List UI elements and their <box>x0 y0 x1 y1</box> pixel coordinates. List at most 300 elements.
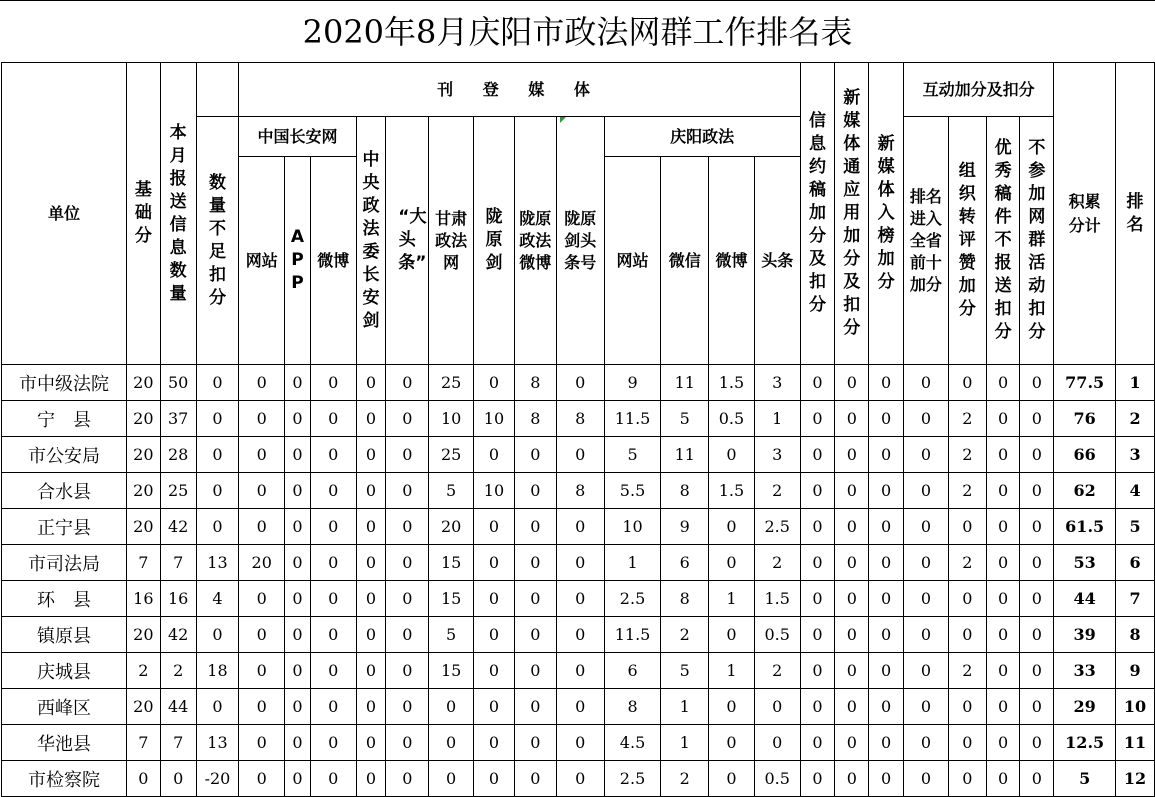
table-cell: 4.5 <box>604 725 661 761</box>
header-qy-wechat: 微信 <box>661 157 709 365</box>
table-cell: 10 <box>604 509 661 545</box>
table-cell: 0 <box>514 725 556 761</box>
header-changan-site: 网站 <box>239 157 285 365</box>
table-cell: 0 <box>285 617 311 653</box>
table-cell: 6 <box>661 545 709 581</box>
row-rank: 11 <box>1116 725 1155 761</box>
table-cell: 0 <box>835 653 869 689</box>
table-cell: 0 <box>386 509 429 545</box>
table-cell: 0 <box>986 653 1020 689</box>
header-blank <box>196 63 239 117</box>
table-row <box>2 365 1155 401</box>
table-cell: 0 <box>474 689 515 725</box>
row-total: 44 <box>1054 581 1116 617</box>
table-cell: 13 <box>196 545 239 581</box>
table-cell: 42 <box>160 617 196 653</box>
row-rank: 8 <box>1116 617 1155 653</box>
table-cell: 0 <box>869 509 904 545</box>
table-cell: 0 <box>356 689 386 725</box>
table-cell: 11 <box>661 365 709 401</box>
table-cell: 0 <box>754 689 800 725</box>
table-cell: 0 <box>239 653 285 689</box>
table-cell: 0 <box>386 617 429 653</box>
table-cell: 2.5 <box>604 581 661 617</box>
table-cell: 0 <box>1020 617 1054 653</box>
table-cell: 20 <box>126 365 160 401</box>
table-cell: 0 <box>869 545 904 581</box>
table-cell: 2 <box>754 545 800 581</box>
table-cell: 0 <box>948 689 986 725</box>
row-rank: 9 <box>1116 653 1155 689</box>
table-cell: 2 <box>948 437 986 473</box>
table-cell: 0 <box>986 473 1020 509</box>
table-cell: 0 <box>835 473 869 509</box>
table-cell: 1 <box>709 581 755 617</box>
table-cell: 0 <box>196 617 239 653</box>
table-cell: 0 <box>556 653 604 689</box>
header-changan-weibo: 微博 <box>310 157 356 365</box>
header-lyj: 陇原剑 <box>474 117 515 365</box>
table-cell: 20 <box>126 689 160 725</box>
row-unit: 正宁县 <box>2 509 127 545</box>
table-cell: 0 <box>903 689 948 725</box>
table-cell: 0 <box>160 761 196 797</box>
table-cell: 0 <box>903 617 948 653</box>
table-cell: 25 <box>429 437 474 473</box>
row-total: 66 <box>1054 437 1116 473</box>
header-xmtrb: 新媒体入榜加分 <box>869 63 904 365</box>
header-xxyg: 信息约稿加分及扣分 <box>800 63 835 365</box>
table-cell: 0 <box>986 509 1020 545</box>
table-cell: 0 <box>239 689 285 725</box>
table-cell: 0 <box>310 365 356 401</box>
table-cell: 0 <box>986 761 1020 797</box>
table-cell: 4 <box>196 581 239 617</box>
table-cell: 0 <box>986 401 1020 437</box>
table-cell: 0 <box>310 617 356 653</box>
table-cell: 0 <box>1020 725 1054 761</box>
table-cell: 0 <box>514 473 556 509</box>
table-cell: 0 <box>903 437 948 473</box>
table-cell: 0 <box>310 689 356 725</box>
header-qy-site: 网站 <box>604 157 661 365</box>
row-total: 12.5 <box>1054 725 1116 761</box>
table-cell: 0 <box>474 581 515 617</box>
table-cell: 15 <box>429 545 474 581</box>
table-cell: 0 <box>386 545 429 581</box>
table-cell: 0 <box>948 761 986 797</box>
row-total: 62 <box>1054 473 1116 509</box>
header-bcj: 不参加网群活动扣分 <box>1020 117 1054 365</box>
header-qyzf: 庆阳政法 <box>604 117 800 157</box>
header-qy-weibo: 微博 <box>709 157 755 365</box>
table-cell: 25 <box>429 365 474 401</box>
table-cell: 0 <box>903 473 948 509</box>
table-cell: 0 <box>474 437 515 473</box>
table-cell: 0 <box>835 365 869 401</box>
table-cell: 0 <box>239 401 285 437</box>
table-cell: 0 <box>986 581 1020 617</box>
table-cell: 9 <box>604 365 661 401</box>
table-cell: 0 <box>310 437 356 473</box>
table-cell: 0 <box>903 545 948 581</box>
header-lyjtt: 陇原剑头条号 <box>556 117 604 365</box>
table-cell: 42 <box>160 509 196 545</box>
table-cell: 0 <box>285 365 311 401</box>
table-cell: 1 <box>754 401 800 437</box>
table-cell: 0 <box>429 689 474 725</box>
table-cell: 0 <box>903 581 948 617</box>
table-cell: 0 <box>869 365 904 401</box>
row-total: 53 <box>1054 545 1116 581</box>
table-cell: 0 <box>285 689 311 725</box>
table-cell: 0 <box>356 401 386 437</box>
table-cell: 0 <box>310 473 356 509</box>
table-cell: 0 <box>986 437 1020 473</box>
table-row <box>2 545 1155 581</box>
table-cell: 44 <box>160 689 196 725</box>
table-cell: 2 <box>754 473 800 509</box>
table-cell: 0 <box>948 725 986 761</box>
table-cell: 18 <box>196 653 239 689</box>
table-cell: 0 <box>709 545 755 581</box>
row-rank: 4 <box>1116 473 1155 509</box>
table-cell: 0 <box>869 401 904 437</box>
table-cell: 0 <box>356 545 386 581</box>
table-cell: 0 <box>800 581 835 617</box>
ranking-table <box>1 62 1155 797</box>
table-cell: 0 <box>386 365 429 401</box>
table-cell: 0 <box>800 653 835 689</box>
table-row <box>2 689 1155 725</box>
table-cell: 50 <box>160 365 196 401</box>
table-cell: 0 <box>800 725 835 761</box>
table-cell: 0 <box>386 437 429 473</box>
table-cell: -20 <box>196 761 239 797</box>
table-cell: 0 <box>869 761 904 797</box>
row-unit: 市中级法院 <box>2 365 127 401</box>
table-cell: 0 <box>869 653 904 689</box>
table-cell: 1 <box>709 653 755 689</box>
row-unit: 市司法局 <box>2 545 127 581</box>
table-cell: 0 <box>556 725 604 761</box>
table-cell: 0 <box>754 725 800 761</box>
table-cell: 7 <box>160 725 196 761</box>
row-unit: 合水县 <box>2 473 127 509</box>
table-row <box>2 761 1155 797</box>
table-cell: 8 <box>556 473 604 509</box>
table-cell: 0 <box>1020 653 1054 689</box>
table-cell: 0 <box>310 761 356 797</box>
table-cell: 0 <box>800 509 835 545</box>
row-unit: 环 县 <box>2 581 127 617</box>
table-row <box>2 581 1155 617</box>
table-cell: 0 <box>869 473 904 509</box>
table-cell: 9 <box>661 509 709 545</box>
header-qy-toutiao: 头条 <box>754 157 800 365</box>
row-total: 61.5 <box>1054 509 1116 545</box>
table-cell: 0 <box>356 761 386 797</box>
table-cell: 0 <box>356 473 386 509</box>
table-cell: 0 <box>239 365 285 401</box>
table-cell: 5 <box>604 437 661 473</box>
header-datoutiao: “大头条” <box>386 117 429 365</box>
table-row <box>2 725 1155 761</box>
table-cell: 0 <box>709 761 755 797</box>
table-cell: 0 <box>1020 437 1054 473</box>
table-cell: 0 <box>869 725 904 761</box>
table-cell: 0 <box>709 509 755 545</box>
table-cell: 0 <box>948 365 986 401</box>
table-cell: 0 <box>386 473 429 509</box>
row-rank: 10 <box>1116 689 1155 725</box>
table-cell: 0 <box>986 617 1020 653</box>
table-cell: 1 <box>661 689 709 725</box>
table-cell: 0 <box>356 725 386 761</box>
table-cell: 0 <box>1020 401 1054 437</box>
header-shortage: 数量不足扣分 <box>196 117 239 365</box>
table-cell: 0 <box>556 545 604 581</box>
table-cell: 8 <box>556 401 604 437</box>
row-rank: 5 <box>1116 509 1155 545</box>
table-cell: 0 <box>196 473 239 509</box>
table-cell: 0 <box>196 401 239 437</box>
table-cell: 11 <box>661 437 709 473</box>
table-cell: 0 <box>800 761 835 797</box>
table-cell: 15 <box>429 653 474 689</box>
header-interaction: 互动加分及扣分 <box>903 63 1053 117</box>
table-cell: 20 <box>239 545 285 581</box>
table-cell: 0 <box>310 653 356 689</box>
row-total: 39 <box>1054 617 1116 653</box>
table-cell: 11.5 <box>604 401 661 437</box>
row-total: 5 <box>1054 761 1116 797</box>
table-cell: 0 <box>386 653 429 689</box>
table-cell: 0 <box>709 725 755 761</box>
table-cell: 2 <box>661 761 709 797</box>
table-cell: 0 <box>800 365 835 401</box>
table-cell: 5 <box>661 653 709 689</box>
table-cell: 0 <box>474 365 515 401</box>
table-cell: 2.5 <box>754 509 800 545</box>
table-cell: 0 <box>835 509 869 545</box>
table-cell: 0 <box>514 509 556 545</box>
table-cell: 0 <box>800 437 835 473</box>
header-gansu: 甘肃政法网 <box>429 117 474 365</box>
table-cell: 0 <box>903 401 948 437</box>
header-base: 基础分 <box>126 63 160 365</box>
header-unit: 单位 <box>2 63 127 365</box>
table-row <box>2 401 1155 437</box>
table-cell: 0 <box>514 437 556 473</box>
row-unit: 西峰区 <box>2 689 127 725</box>
table-cell: 0 <box>356 509 386 545</box>
table-body <box>2 365 1155 797</box>
row-unit: 市检察院 <box>2 761 127 797</box>
table-cell: 0 <box>474 617 515 653</box>
table-cell: 0 <box>239 509 285 545</box>
table-cell: 0 <box>356 581 386 617</box>
table-cell: 0 <box>285 473 311 509</box>
table-cell: 1.5 <box>709 365 755 401</box>
table-cell: 0 <box>285 653 311 689</box>
header-lyzfwb: 陇原政法微博 <box>514 117 556 365</box>
table-cell: 0 <box>310 725 356 761</box>
table-cell: 0 <box>514 545 556 581</box>
row-total: 77.5 <box>1054 365 1116 401</box>
table-cell: 0 <box>285 509 311 545</box>
table-cell: 13 <box>196 725 239 761</box>
header-total: 积累分计 <box>1054 63 1116 365</box>
table-cell: 0 <box>709 437 755 473</box>
table-cell: 0 <box>986 545 1020 581</box>
table-cell: 0 <box>285 545 311 581</box>
table-cell: 0 <box>239 761 285 797</box>
table-cell: 0 <box>474 761 515 797</box>
header-pmjr: 排名进入全省前十加分 <box>903 117 948 365</box>
table-cell: 0 <box>800 689 835 725</box>
table-cell: 0 <box>835 401 869 437</box>
table-cell: 0 <box>556 761 604 797</box>
header-media: 刊 登 媒 体 <box>239 63 800 117</box>
table-cell: 2 <box>948 545 986 581</box>
header-rank: 排名 <box>1116 63 1155 365</box>
table-cell: 37 <box>160 401 196 437</box>
table-cell: 16 <box>126 581 160 617</box>
table-cell: 0 <box>356 437 386 473</box>
table-cell: 0 <box>386 581 429 617</box>
table-cell: 20 <box>126 437 160 473</box>
table-cell: 20 <box>429 509 474 545</box>
table-cell: 0 <box>356 617 386 653</box>
row-total: 76 <box>1054 401 1116 437</box>
row-unit: 镇原县 <box>2 617 127 653</box>
table-cell: 0 <box>310 545 356 581</box>
table-cell: 0 <box>285 581 311 617</box>
table-cell: 0 <box>556 437 604 473</box>
table-cell: 0.5 <box>754 617 800 653</box>
table-cell: 2.5 <box>604 761 661 797</box>
table-cell: 2 <box>126 653 160 689</box>
table-cell: 5 <box>429 473 474 509</box>
table-cell: 3 <box>754 437 800 473</box>
table-cell: 0 <box>556 509 604 545</box>
table-cell: 0 <box>709 617 755 653</box>
page-title: 2020年8月庆阳市政法网群工作排名表 <box>0 0 1155 62</box>
table-cell: 0 <box>709 689 755 725</box>
table-cell: 20 <box>126 509 160 545</box>
table-cell: 0 <box>285 761 311 797</box>
table-cell: 0 <box>869 689 904 725</box>
table-cell: 0 <box>126 761 160 797</box>
header-zzzz: 组织转评赞加分 <box>948 117 986 365</box>
table-cell: 0 <box>903 509 948 545</box>
table-cell: 0 <box>356 365 386 401</box>
table-cell: 2 <box>160 653 196 689</box>
table-cell: 0 <box>835 761 869 797</box>
table-cell: 10 <box>429 401 474 437</box>
header-xmtty: 新媒体通应用加分及扣分 <box>835 63 869 365</box>
table-cell: 2 <box>661 617 709 653</box>
table-cell: 5 <box>429 617 474 653</box>
table-cell: 0 <box>556 365 604 401</box>
table-cell: 8 <box>514 365 556 401</box>
row-rank: 7 <box>1116 581 1155 617</box>
table-cell: 10 <box>474 473 515 509</box>
table-cell: 25 <box>160 473 196 509</box>
table-cell: 0 <box>869 617 904 653</box>
table-row <box>2 473 1155 509</box>
table-cell: 0 <box>835 689 869 725</box>
table-cell: 2 <box>948 473 986 509</box>
table-row <box>2 437 1155 473</box>
row-rank: 2 <box>1116 401 1155 437</box>
table-cell: 0 <box>800 401 835 437</box>
table-cell: 5.5 <box>604 473 661 509</box>
table-cell: 0 <box>196 689 239 725</box>
table-cell: 0 <box>986 689 1020 725</box>
table-cell: 0 <box>869 581 904 617</box>
table-cell: 0 <box>474 725 515 761</box>
table-cell: 2 <box>948 401 986 437</box>
table-cell: 20 <box>126 473 160 509</box>
table-cell: 8 <box>604 689 661 725</box>
table-cell: 0 <box>1020 473 1054 509</box>
table-cell: 0 <box>948 581 986 617</box>
table-cell: 11.5 <box>604 617 661 653</box>
table-cell: 0 <box>835 437 869 473</box>
table-cell: 0 <box>556 581 604 617</box>
table-cell: 0 <box>835 545 869 581</box>
table-cell: 0 <box>556 689 604 725</box>
table-cell: 15 <box>429 581 474 617</box>
table-cell: 2 <box>948 653 986 689</box>
header-zyzf: 中央政法委长安剑 <box>356 117 386 365</box>
row-unit: 庆城县 <box>2 653 127 689</box>
table-cell: 0 <box>514 617 556 653</box>
table-cell: 0 <box>285 401 311 437</box>
table-cell: 0 <box>948 509 986 545</box>
table-cell: 1 <box>661 725 709 761</box>
table-cell: 0 <box>800 545 835 581</box>
table-cell: 0 <box>386 725 429 761</box>
table-cell: 28 <box>160 437 196 473</box>
table-cell: 0 <box>514 761 556 797</box>
table-cell: 7 <box>160 545 196 581</box>
table-cell: 0 <box>386 401 429 437</box>
table-cell: 0 <box>285 725 311 761</box>
table-cell: 0 <box>986 725 1020 761</box>
table-cell: 20 <box>126 617 160 653</box>
table-cell: 0 <box>835 617 869 653</box>
table-cell: 1 <box>604 545 661 581</box>
table-cell: 0 <box>1020 761 1054 797</box>
table-row <box>2 617 1155 653</box>
table-cell: 0 <box>1020 545 1054 581</box>
table-cell: 0 <box>800 473 835 509</box>
table-cell: 8 <box>661 473 709 509</box>
table-cell: 8 <box>661 581 709 617</box>
header-monthly: 本月报送信息数量 <box>160 63 196 365</box>
row-total: 29 <box>1054 689 1116 725</box>
table-cell: 0 <box>310 401 356 437</box>
cell-corner-mark <box>560 117 566 123</box>
table-cell: 1.5 <box>754 581 800 617</box>
table-cell: 0 <box>903 653 948 689</box>
table-cell: 0 <box>196 365 239 401</box>
table-row <box>2 653 1155 689</box>
table-cell: 0 <box>196 509 239 545</box>
